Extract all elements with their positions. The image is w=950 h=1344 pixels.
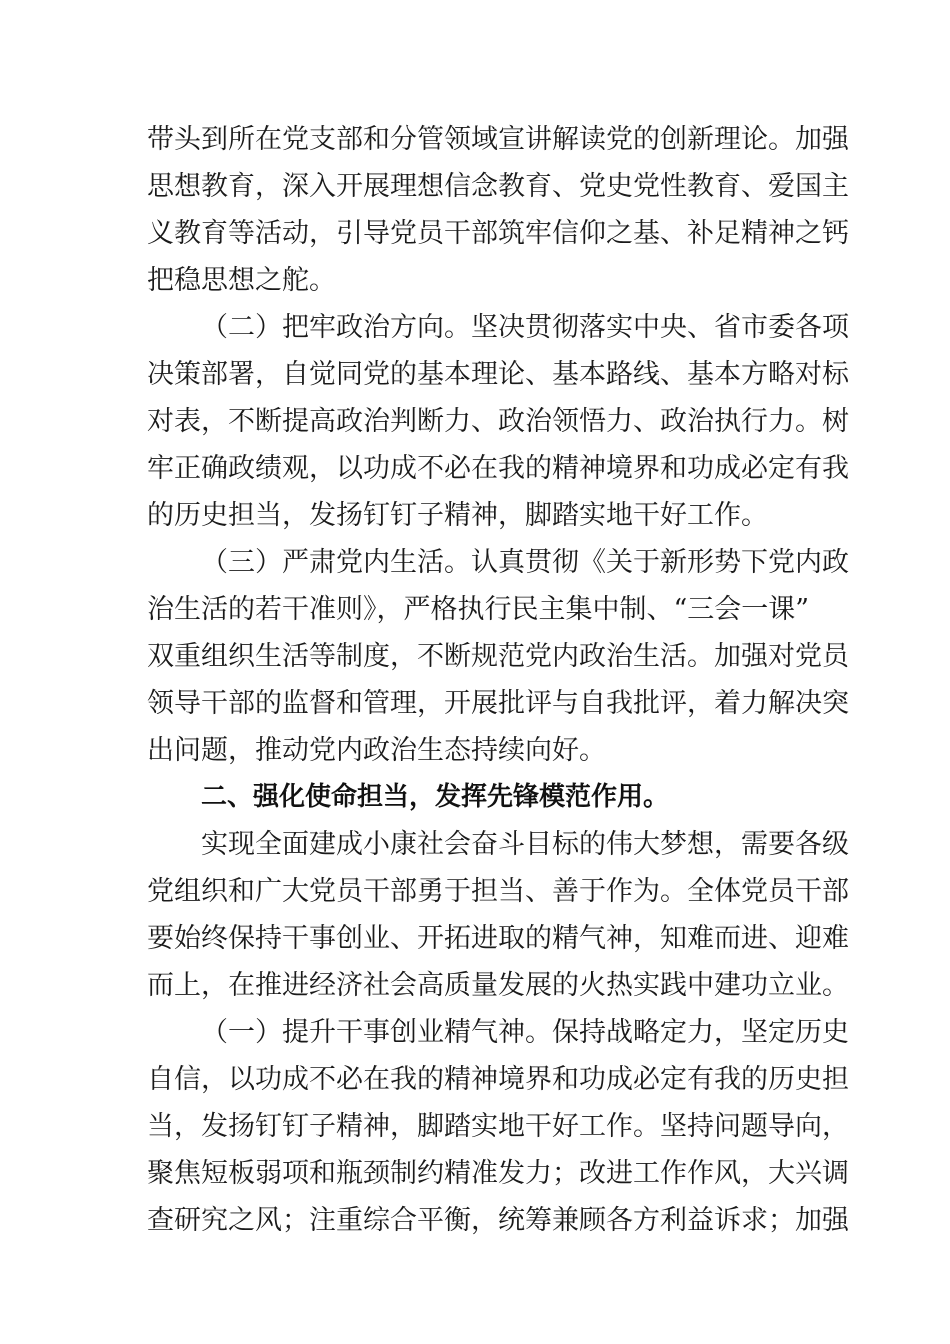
- paragraph-line: 的历史担当，发扬钉钉子精神，脚踏实地干好工作。: [147, 500, 768, 531]
- paragraph-line: 出问题，推动党内政治生态持续向好。: [147, 735, 606, 766]
- paragraph-line: 领导干部的监督和管理，开展批评与自我批评，着力解决突: [147, 688, 849, 719]
- paragraph-line: 自信，以功成不必在我的精神境界和功成必定有我的历史担: [147, 1064, 849, 1095]
- paragraph-line: 对表，不断提高政治判断力、政治领悟力、政治执行力。树: [147, 406, 849, 437]
- paragraph-line: 聚焦短板弱项和瓶颈制约精准发力；改进工作作风，大兴调: [147, 1158, 849, 1189]
- paragraph-line: 义教育等活动，引导党员干部筑牢信仰之基、补足精神之钙: [147, 218, 849, 249]
- paragraph-line: 要始终保持干事创业、开拓进取的精气神，知难而进、迎难: [147, 923, 849, 954]
- paragraph-line: 当，发扬钉钉子精神，脚踏实地干好工作。坚持问题导向，: [147, 1111, 849, 1142]
- paragraph-line: 双重组织生活等制度，不断规范党内政治生活。加强对党员: [147, 641, 849, 672]
- paragraph-line: （三）严肃党内生活。认真贯彻《关于新形势下党内政: [201, 547, 849, 578]
- paragraph-line: 思想教育，深入开展理想信念教育、党史党性教育、爱国主: [147, 171, 849, 202]
- paragraph-line: 而上，在推进经济社会高质量发展的火热实践中建功立业。: [147, 970, 849, 1001]
- paragraph-line: （一）提升干事创业精气神。保持战略定力，坚定历史: [201, 1017, 849, 1048]
- paragraph-line: 实现全面建成小康社会奋斗目标的伟大梦想，需要各级: [201, 829, 849, 860]
- document-body: [147, 116, 849, 1244]
- paragraph-line: 查研究之风；注重综合平衡，统筹兼顾各方利益诉求；加强: [147, 1205, 849, 1236]
- paragraph-line: 决策部署，自觉同党的基本理论、基本路线、基本方略对标: [147, 359, 849, 390]
- paragraph-line: 党组织和广大党员干部勇于担当、善于作为。全体党员干部: [147, 876, 849, 907]
- paragraph-line: 牢正确政绩观，以功成不必在我的精神境界和功成必定有我: [147, 453, 849, 484]
- paragraph-line: 带头到所在党支部和分管领域宣讲解读党的创新理论。加强: [147, 124, 849, 155]
- paragraph-line: 把稳思想之舵。: [147, 265, 336, 296]
- paragraph-line: （二）把牢政治方向。坚决贯彻落实中央、省市委各项: [201, 312, 849, 343]
- section-heading: 二、强化使命担当，发挥先锋模范作用。: [201, 782, 670, 812]
- paragraph-line: 治生活的若干准则》，严格执行民主集中制、“三会一课”: [147, 594, 810, 625]
